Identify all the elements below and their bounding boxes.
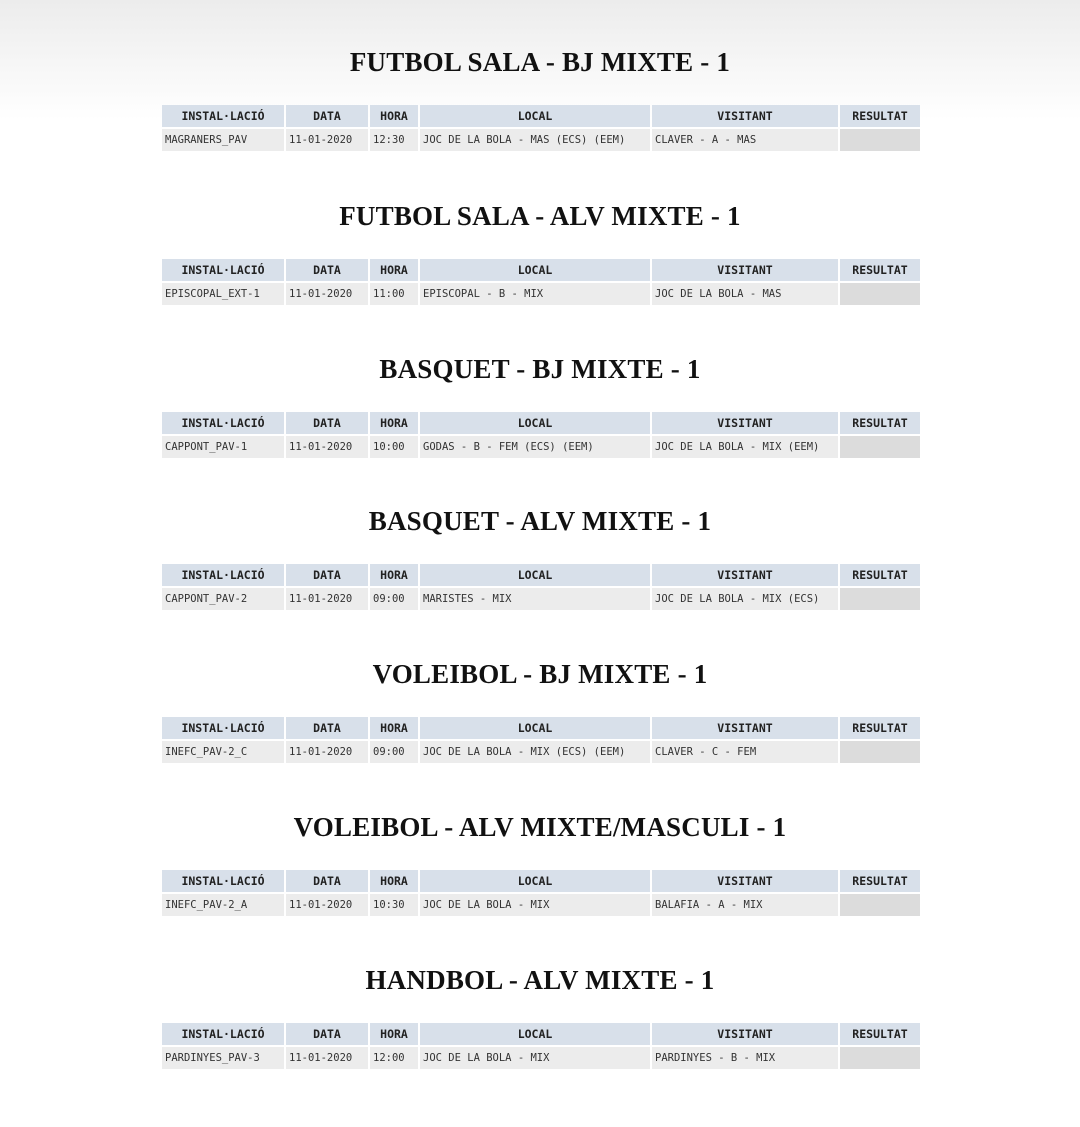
section-title: FUTBOL SALA - ALV MIXTE - 1 [339, 201, 741, 231]
section-title: VOLEIBOL - BJ MIXTE - 1 [372, 659, 708, 689]
cell-visitant: JOC DE LA BOLA - MAS [652, 283, 838, 305]
section-title: HANDBOL - ALV MIXTE - 1 [365, 965, 715, 995]
cell-visitant: JOC DE LA BOLA - MIX (EEM) [652, 436, 838, 458]
section-title: VOLEIBOL - ALV MIXTE/MASCULI - 1 [293, 812, 787, 842]
cell-local: EPISCOPAL - B - MIX [420, 283, 650, 305]
column-header-resultat: RESULTAT [840, 1023, 920, 1045]
column-header-local: LOCAL [420, 105, 650, 127]
table-row [162, 283, 920, 305]
cell-resultat [840, 588, 920, 610]
section-voleibol-alv [160, 808, 920, 911]
section-title: BASQUET - BJ MIXTE - 1 [379, 354, 701, 384]
table-header-row [162, 870, 920, 892]
table-header-row [162, 105, 920, 127]
column-header-hora: HORA [370, 1023, 418, 1045]
matches-table [160, 1021, 922, 1071]
cell-visitant: JOC DE LA BOLA - MIX (ECS) [652, 588, 838, 610]
cell-hora: 09:00 [370, 741, 418, 763]
table-header-row [162, 259, 920, 281]
column-header-hora: HORA [370, 105, 418, 127]
cell-installacio: MAGRANERS_PAV [162, 129, 284, 151]
cell-hora: 12:00 [370, 1047, 418, 1069]
table-row [162, 436, 920, 458]
section-futbol-sala-alv [160, 197, 920, 300]
cell-resultat [840, 129, 920, 151]
column-header-visitant: VISITANT [652, 259, 838, 281]
column-header-visitant: VISITANT [652, 717, 838, 739]
column-header-installacio: INSTAL·LACIÓ [162, 717, 284, 739]
table-header-row [162, 1023, 920, 1045]
cell-installacio: INEFC_PAV-2_C [162, 741, 284, 763]
column-header-local: LOCAL [420, 870, 650, 892]
column-header-hora: HORA [370, 259, 418, 281]
column-header-local: LOCAL [420, 717, 650, 739]
column-header-resultat: RESULTAT [840, 259, 920, 281]
cell-resultat [840, 283, 920, 305]
cell-visitant: BALAFIA - A - MIX [652, 894, 838, 916]
cell-hora: 12:30 [370, 129, 418, 151]
section-futbol-sala-bj [160, 43, 920, 146]
column-header-resultat: RESULTAT [840, 412, 920, 434]
table-header-row [162, 717, 920, 739]
section-handbol-alv [160, 961, 920, 1064]
cell-local: JOC DE LA BOLA - MIX (ECS) (EEM) [420, 741, 650, 763]
section-basquet-bj [160, 350, 920, 453]
cell-installacio: INEFC_PAV-2_A [162, 894, 284, 916]
column-header-data: DATA [286, 412, 368, 434]
section-title: BASQUET - ALV MIXTE - 1 [368, 506, 712, 536]
cell-data: 11-01-2020 [286, 1047, 368, 1069]
cell-local: JOC DE LA BOLA - MAS (ECS) (EEM) [420, 129, 650, 151]
column-header-hora: HORA [370, 412, 418, 434]
column-header-data: DATA [286, 717, 368, 739]
cell-hora: 11:00 [370, 283, 418, 305]
column-header-visitant: VISITANT [652, 564, 838, 586]
table-row [162, 588, 920, 610]
matches-table [160, 257, 922, 307]
column-header-local: LOCAL [420, 412, 650, 434]
cell-installacio: CAPPONT_PAV-1 [162, 436, 284, 458]
column-header-visitant: VISITANT [652, 870, 838, 892]
cell-data: 11-01-2020 [286, 894, 368, 916]
cell-resultat [840, 741, 920, 763]
column-header-hora: HORA [370, 564, 418, 586]
cell-hora: 09:00 [370, 588, 418, 610]
table-row [162, 129, 920, 151]
column-header-resultat: RESULTAT [840, 870, 920, 892]
cell-installacio: EPISCOPAL_EXT-1 [162, 283, 284, 305]
cell-data: 11-01-2020 [286, 436, 368, 458]
column-header-local: LOCAL [420, 259, 650, 281]
cell-local: JOC DE LA BOLA - MIX [420, 1047, 650, 1069]
cell-local: GODAS - B - FEM (ECS) (EEM) [420, 436, 650, 458]
column-header-visitant: VISITANT [652, 105, 838, 127]
matches-table [160, 562, 922, 612]
section-title: FUTBOL SALA - BJ MIXTE - 1 [349, 47, 731, 77]
column-header-resultat: RESULTAT [840, 105, 920, 127]
table-row [162, 1047, 920, 1069]
column-header-installacio: INSTAL·LACIÓ [162, 564, 284, 586]
matches-table [160, 103, 922, 153]
column-header-visitant: VISITANT [652, 412, 838, 434]
cell-local: JOC DE LA BOLA - MIX [420, 894, 650, 916]
column-header-local: LOCAL [420, 564, 650, 586]
column-header-data: DATA [286, 870, 368, 892]
cell-installacio: CAPPONT_PAV-2 [162, 588, 284, 610]
cell-visitant: CLAVER - C - FEM [652, 741, 838, 763]
cell-data: 11-01-2020 [286, 741, 368, 763]
column-header-installacio: INSTAL·LACIÓ [162, 870, 284, 892]
cell-data: 11-01-2020 [286, 283, 368, 305]
matches-table [160, 715, 922, 765]
column-header-data: DATA [286, 105, 368, 127]
column-header-data: DATA [286, 1023, 368, 1045]
section-basquet-alv [160, 502, 920, 605]
cell-visitant: PARDINYES - B - MIX [652, 1047, 838, 1069]
table-row [162, 894, 920, 916]
matches-table [160, 410, 922, 460]
column-header-resultat: RESULTAT [840, 564, 920, 586]
cell-resultat [840, 436, 920, 458]
column-header-hora: HORA [370, 870, 418, 892]
column-header-installacio: INSTAL·LACIÓ [162, 412, 284, 434]
cell-data: 11-01-2020 [286, 129, 368, 151]
cell-visitant: CLAVER - A - MAS [652, 129, 838, 151]
column-header-visitant: VISITANT [652, 1023, 838, 1045]
column-header-local: LOCAL [420, 1023, 650, 1045]
table-header-row [162, 412, 920, 434]
cell-resultat [840, 894, 920, 916]
cell-resultat [840, 1047, 920, 1069]
table-row [162, 741, 920, 763]
column-header-data: DATA [286, 259, 368, 281]
column-header-resultat: RESULTAT [840, 717, 920, 739]
cell-hora: 10:00 [370, 436, 418, 458]
section-voleibol-bj [160, 655, 920, 758]
table-header-row [162, 564, 920, 586]
cell-local: MARISTES - MIX [420, 588, 650, 610]
column-header-installacio: INSTAL·LACIÓ [162, 259, 284, 281]
column-header-data: DATA [286, 564, 368, 586]
column-header-installacio: INSTAL·LACIÓ [162, 105, 284, 127]
column-header-installacio: INSTAL·LACIÓ [162, 1023, 284, 1045]
matches-table [160, 868, 922, 918]
cell-hora: 10:30 [370, 894, 418, 916]
cell-installacio: PARDINYES_PAV-3 [162, 1047, 284, 1069]
cell-data: 11-01-2020 [286, 588, 368, 610]
column-header-hora: HORA [370, 717, 418, 739]
